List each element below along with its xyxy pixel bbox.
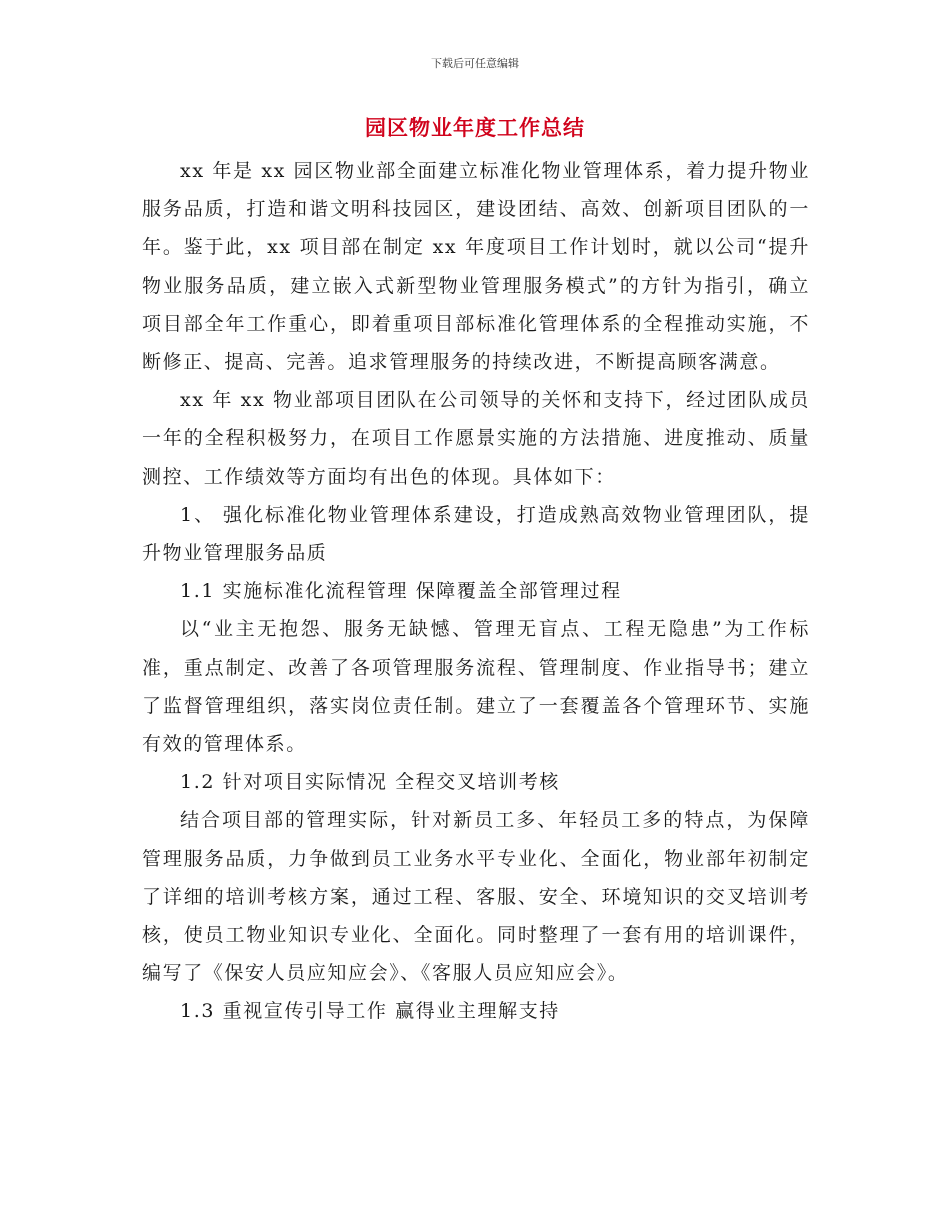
paragraph-1-1: 以“业主无抱怨、服务无缺憾、管理无盲点、工程无隐患”为工作标准，重点制定、改善了各项管理服务流程、管理制度、作业指导书；建立了监督管理组织，落实岗位责任制。建立了一套覆盖各个管理环节、实施有效的管理体系。 [142, 618, 810, 756]
document-body [142, 152, 810, 1031]
page-header-note: 下载后可任意编辑 [431, 57, 519, 70]
paragraph-team-overview: xx 年 xx 物业部项目团队在公司领导的关怀和支持下，经过团队成员一年的全程积极努力，在项目工作愿景实施的方法措施、进度推动、质量测控、工作绩效等方面均有出色的体现。具体如下： [142, 389, 810, 488]
paragraph-1-2: 结合项目部的管理实际，针对新员工多、年轻员工多的特点，为保障管理服务品质，力争做到员工业务水平专业化、全面化，物业部年初制定了详细的培训考核方案，通过工程、客服、安全、环境知识的交叉培训考核，使员工物业知识专业化、全面化。同时整理了一套有用的培训课件，编写了《保安人员应知应会》、《客服人员应知应会》。 [142, 809, 810, 985]
subsection-heading-1-2: 1.2 针对项目实际情况 全程交叉培训考核 [180, 771, 560, 794]
subsection-heading-1-1: 1.1 实施标准化流程管理 保障覆盖全部管理过程 [180, 580, 622, 603]
paragraph-intro: xx 年是 xx 园区物业部全面建立标准化物业管理体系，着力提升物业服务品质，打造和谐文明科技园区，建设团结、高效、创新项目团队的一年。鉴于此，xx 项目部在制定 xx 年度项目工作计划时，就以公司“提升物业服务品质，建立嵌入式新型物业管理服务模式”的方针为指引，确立项目部全年工作重心，即着重项目部标准化管理体系的全程推动实施，不断修正、提高、完善。追求管理服务的持续改进，不断提高顾客满意。 [142, 160, 810, 374]
document-title: 园区物业年度工作总结 [365, 115, 585, 140]
section-heading-1: 1、 强化标准化物业管理体系建设，打造成熟高效物业管理团队，提升物业管理服务品质 [142, 503, 810, 565]
subsection-heading-1-3: 1.3 重视宣传引导工作 赢得业主理解支持 [180, 1000, 560, 1023]
